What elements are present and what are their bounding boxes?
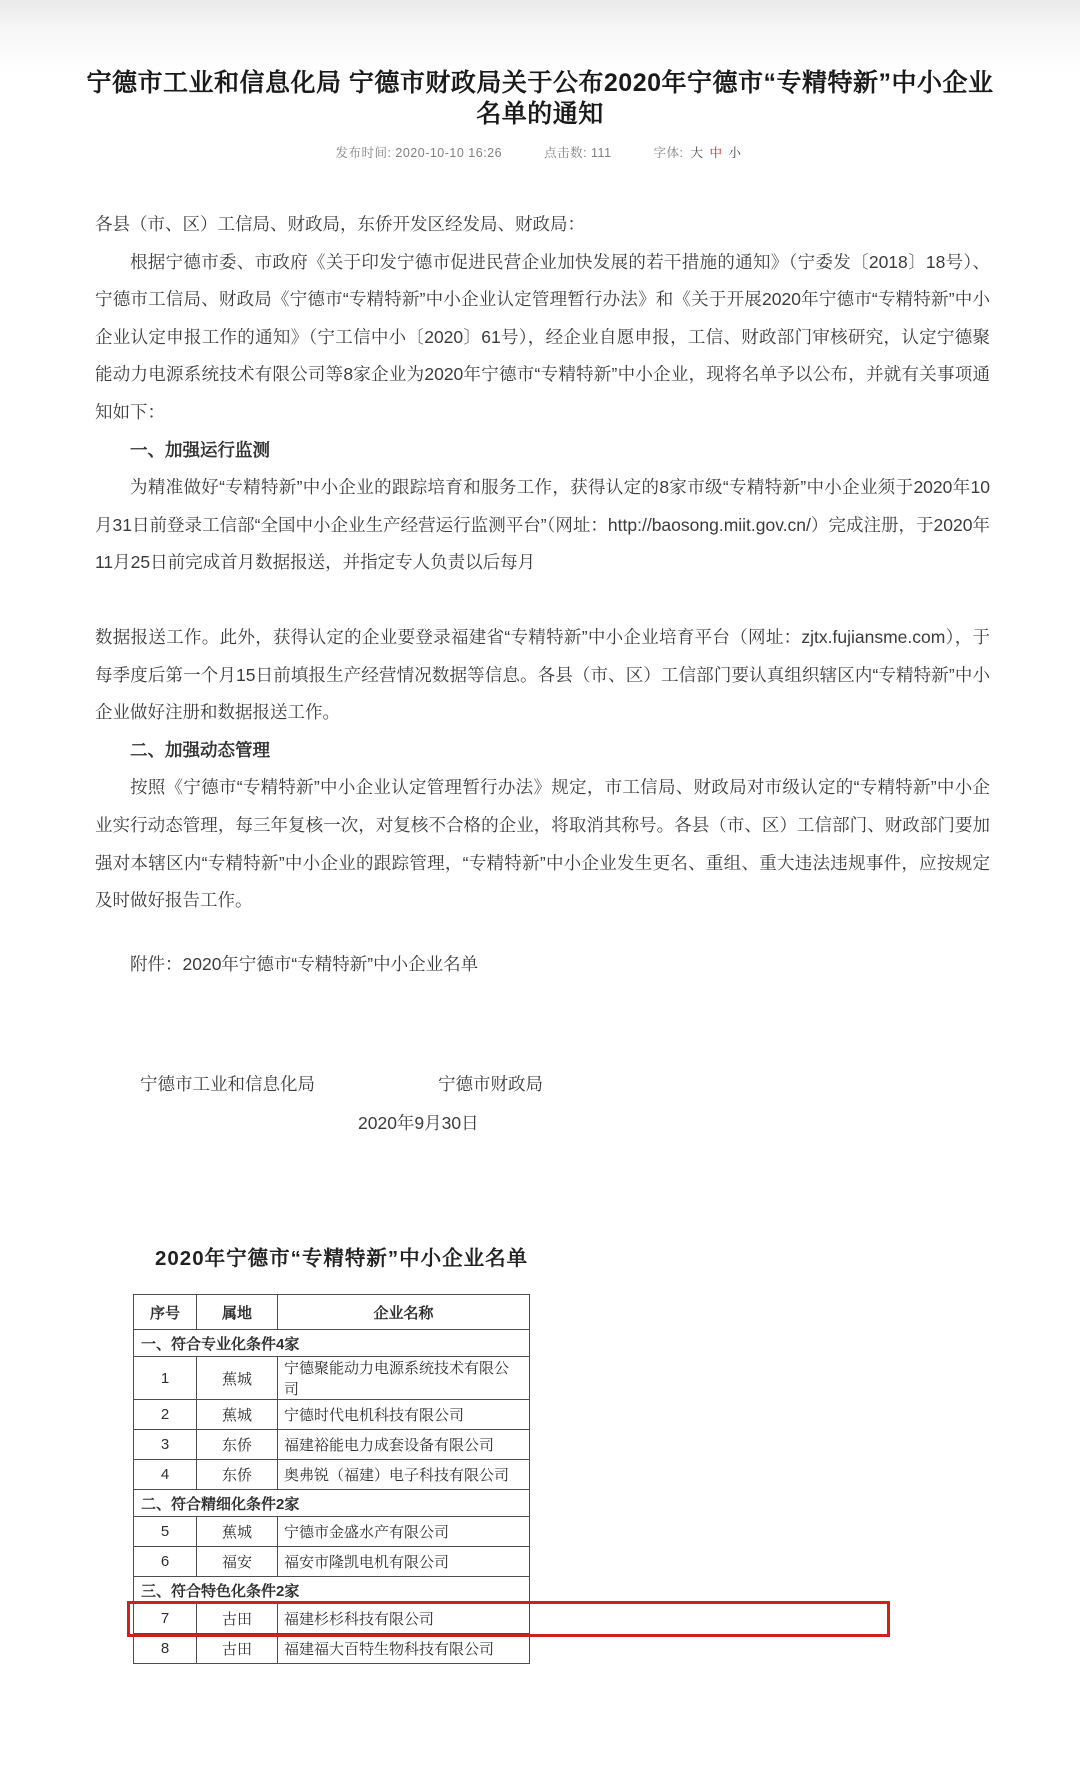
- row-region: 古田: [197, 1634, 278, 1664]
- table-row: [134, 1517, 530, 1547]
- row-serial-number: 1: [134, 1357, 197, 1400]
- table-row: [134, 1460, 530, 1490]
- row-region: 蕉城: [197, 1517, 278, 1547]
- row-company-name: 福安市隆凯电机有限公司: [278, 1547, 530, 1577]
- section-heading-2: 二、加强动态管理: [130, 739, 270, 760]
- table-row-highlighted: [134, 1604, 530, 1634]
- table-row: [134, 1547, 530, 1577]
- attachment-section: [0, 1241, 1080, 1664]
- row-region: 古田: [197, 1604, 278, 1634]
- signature-org-1: 宁德市工业和信息化局: [140, 1074, 315, 1095]
- font-size-medium-link[interactable]: 中: [709, 146, 723, 160]
- row-serial-number: 4: [134, 1460, 197, 1490]
- table-section-row: [134, 1330, 530, 1357]
- paragraph-basis: 根据宁德市委、市政府《关于印发宁德市促进民营企业加快发展的若干措施的通知》（宁委发〔2018〕18号）、宁德市工信局、财政局《宁德市“专精特新”中小企业认定管理暂行办法》和《关于开展2020年宁德市“专精特新”中小企业认定申报工作的通知》（宁工信中小〔2020〕61号），经企业自愿申报，工信、财政部门审核研究，认定宁德聚能动力电源系统技术有限公司等8家企业为2020年宁德市“专精特新”中小企业，现将名单予以公布，并就有关事项通知如下：: [95, 251, 990, 422]
- table-header-row: [134, 1295, 530, 1330]
- row-serial-number: 3: [134, 1430, 197, 1460]
- notice-body: [95, 206, 990, 983]
- row-region: 福安: [197, 1547, 278, 1577]
- row-company-name: 宁德时代电机科技有限公司: [278, 1400, 530, 1430]
- row-region: 东侨: [197, 1460, 278, 1490]
- row-serial-number: 8: [134, 1634, 197, 1664]
- signature-date: 2020年9月30日: [358, 1113, 479, 1134]
- meta-bar: [0, 143, 1080, 161]
- company-table: [133, 1294, 530, 1664]
- row-company-name: 宁德聚能动力电源系统技术有限公司: [278, 1357, 530, 1400]
- paragraph-dynamic-management: 按照《宁德市“专精特新”中小企业认定管理暂行办法》规定，市工信局、财政局对市级认定的“专精特新”中小企业实行动态管理，每三年复核一次，对复核不合格的企业，将取消其称号。各县（市、区）工信部门、财政部门要加强对本辖区内“专精特新”中小企业的跟踪管理，“专精特新”中小企业发生更名、重组、重大违法违规事件，应按规定及时做好报告工作。: [95, 777, 990, 911]
- signature-org-2: 宁德市财政局: [438, 1074, 543, 1095]
- table-row: [134, 1430, 530, 1460]
- row-serial-number: 5: [134, 1517, 197, 1547]
- table-row: [134, 1400, 530, 1430]
- table-row: [134, 1357, 530, 1400]
- table-section-label: 三、符合特色化条件2家: [134, 1577, 530, 1604]
- paragraph-reporting: 数据报送工作。此外，获得认定的企业要登录福建省“专精特新”中小企业培育平台（网址：zjtx.fujiansme.com），于每季度后第一个月15日前填报生产经营情况数据等信息。各县（市、区）工信部门要认真组织辖区内“专精特新”中小企业做好注册和数据报送工作。: [95, 626, 990, 723]
- publish-time: 发布时间: 2020-10-10 16:26: [335, 146, 503, 160]
- salutation-line: 各县（市、区）工信局、财政局，东侨开发区经发局、财政局：: [95, 214, 585, 234]
- row-company-name: 福建福大百特生物科技有限公司: [278, 1634, 530, 1664]
- font-size-label: 字体:: [653, 146, 684, 160]
- font-size-large-link[interactable]: 大: [690, 146, 704, 160]
- table-title: 2020年宁德市“专精特新”中小企业名单: [155, 1247, 529, 1271]
- font-size-small-link[interactable]: 小: [728, 146, 742, 160]
- section-heading-1: 一、加强运行监测: [130, 439, 270, 460]
- row-region: 东侨: [197, 1430, 278, 1460]
- header-region: 属地: [197, 1295, 278, 1330]
- page-title: 宁德市工业和信息化局 宁德市财政局关于公布2020年宁德市“专精特新”中小企业名单的通知: [86, 69, 994, 128]
- table-row: [134, 1634, 530, 1664]
- signature-block: [0, 1071, 1080, 1149]
- row-region: 蕉城: [197, 1400, 278, 1430]
- row-region: 蕉城: [197, 1357, 278, 1400]
- row-company-name: 宁德市金盛水产有限公司: [278, 1517, 530, 1547]
- header-company-name: 企业名称: [278, 1295, 530, 1330]
- attachment-line: 附件：2020年宁德市“专精特新”中小企业名单: [130, 953, 479, 974]
- row-company-name: 奥弗锐（福建）电子科技有限公司: [278, 1460, 530, 1490]
- row-company-name: 福建裕能电力成套设备有限公司: [278, 1430, 530, 1460]
- row-serial-number: 2: [134, 1400, 197, 1430]
- row-company-name: 福建杉杉科技有限公司: [278, 1604, 530, 1634]
- company-table-wrap: [133, 1294, 530, 1664]
- row-serial-number: 7: [134, 1604, 197, 1634]
- table-section-row: [134, 1490, 530, 1517]
- table-section-label: 二、符合精细化条件2家: [134, 1490, 530, 1517]
- paragraph-monitoring: 为精准做好“专精特新”中小企业的跟踪培育和服务工作，获得认定的8家市级“专精特新”中小企业须于2020年10月31日前登录工信部“全国中小企业生产经营运行监测平台”（网址：http://baosong.miit.gov.cn/）完成注册，于2020年11月25日前完成首月数据报送，并指定专人负责以后每月: [95, 477, 990, 573]
- table-section-label: 一、符合专业化条件4家: [134, 1330, 530, 1357]
- click-count: 点击数: 111: [544, 146, 612, 160]
- row-serial-number: 6: [134, 1547, 197, 1577]
- table-section-row: [134, 1577, 530, 1604]
- header-serial-number: 序号: [134, 1295, 197, 1330]
